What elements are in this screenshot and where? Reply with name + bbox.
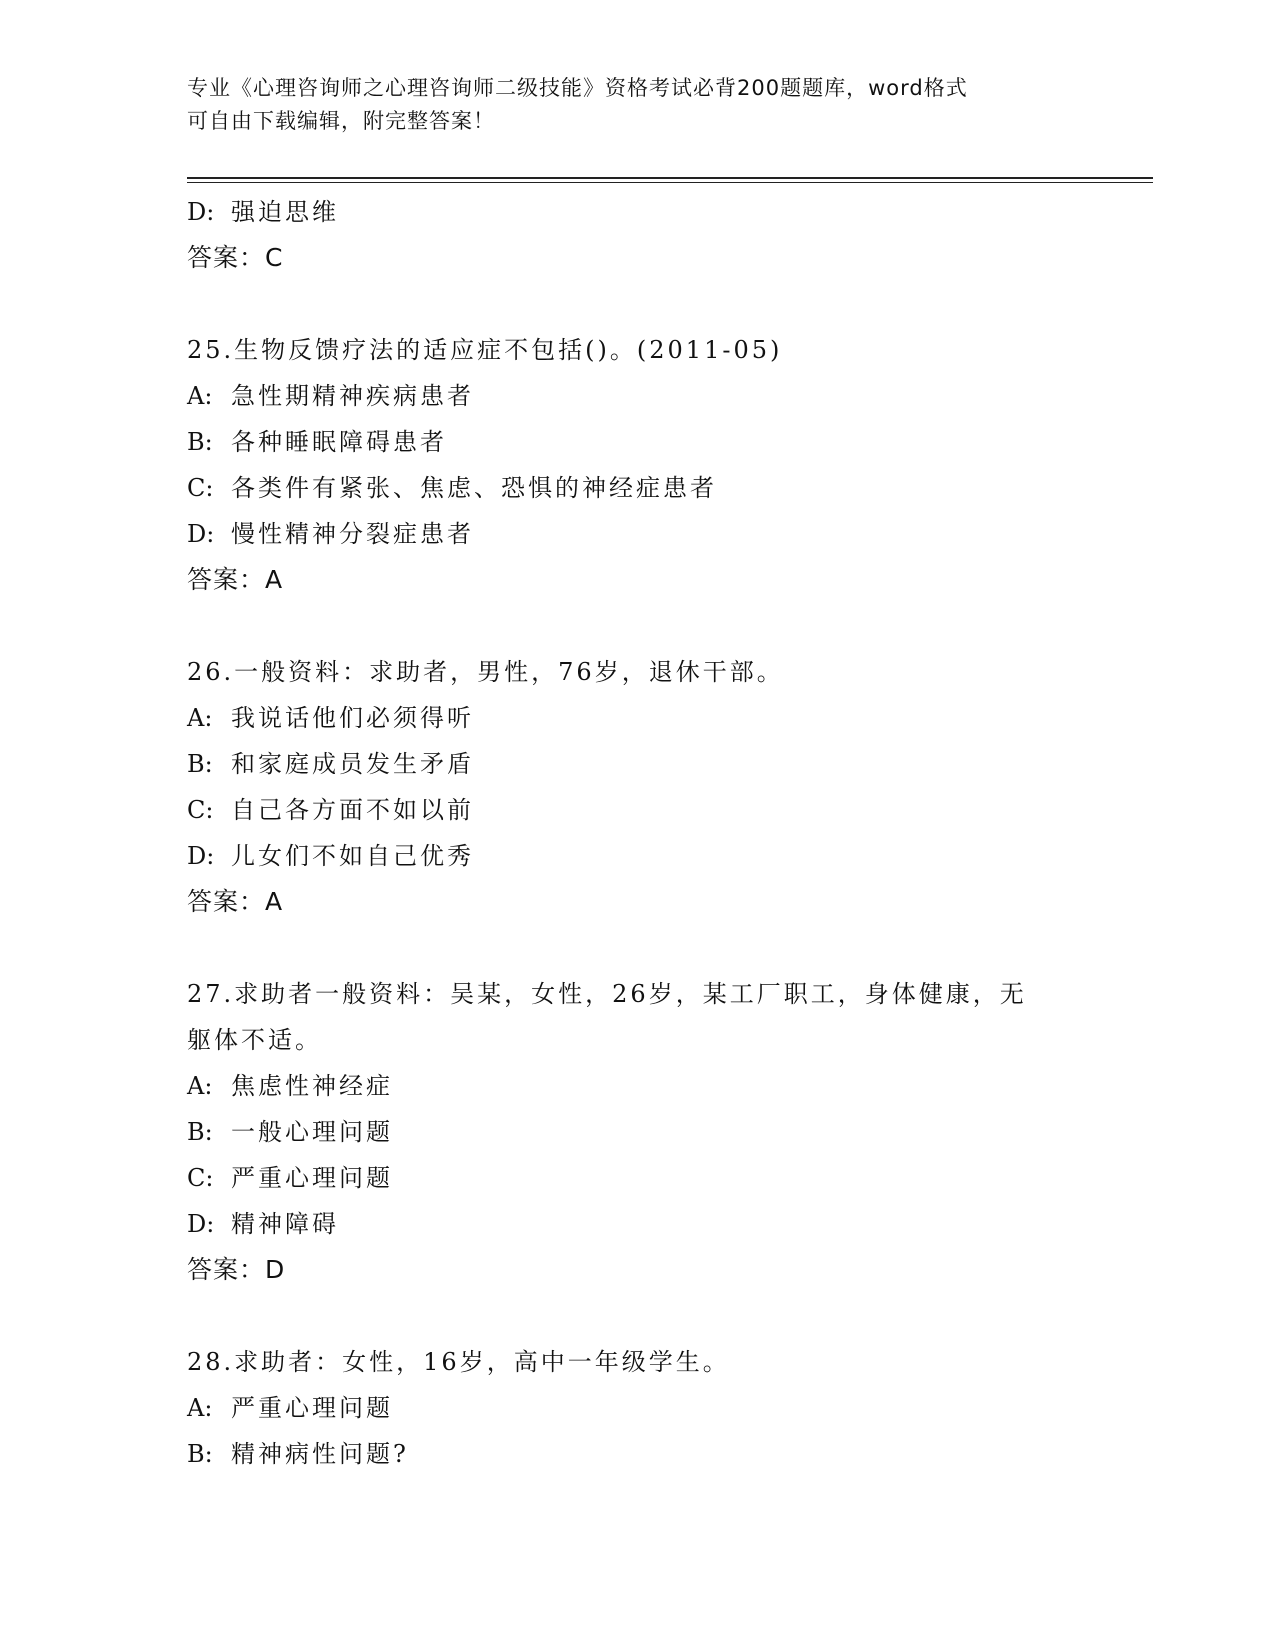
spacer [187, 603, 1117, 649]
answer-line: 答案：A [187, 887, 284, 916]
option-text: 自己各方面不如以前 [231, 796, 474, 824]
option-a [187, 1063, 1117, 1109]
option-d [187, 1201, 1117, 1247]
option-d [187, 511, 1117, 557]
option-c [187, 465, 1117, 511]
option-label: D: [187, 198, 215, 226]
option-text: 急性期精神疾病患者 [231, 382, 474, 410]
option-c [187, 1155, 1117, 1201]
option-text: 强迫思维 [231, 198, 339, 226]
option-label: C: [187, 796, 214, 824]
option-label: B: [187, 1118, 213, 1146]
option-label: B: [187, 1440, 213, 1468]
option-text: 儿女们不如自己优秀 [231, 842, 474, 870]
header-rule-thin [187, 182, 1153, 183]
option-label: A: [187, 704, 213, 732]
option-label: B: [187, 750, 213, 778]
option-label: D: [187, 520, 215, 548]
option-b [187, 741, 1117, 787]
option-label: A: [187, 1394, 213, 1422]
option-label: A: [187, 1072, 213, 1100]
option-text: 各类件有紧张、焦虑、恐惧的神经症患者 [231, 474, 717, 502]
option-d [187, 189, 1117, 235]
spacer [187, 281, 1117, 327]
question-stem: 28.求助者：女性，16岁，高中一年级学生。 [187, 1348, 730, 1376]
spacer [187, 1293, 1117, 1339]
option-text: 精神障碍 [231, 1210, 339, 1238]
option-text: 和家庭成员发生矛盾 [231, 750, 474, 778]
option-label: D: [187, 1210, 215, 1238]
question-content [187, 189, 1117, 1477]
option-text: 慢性精神分裂症患者 [231, 520, 474, 548]
document-header [187, 72, 1087, 138]
option-text: 严重心理问题 [231, 1394, 393, 1422]
header-rule-thick [187, 177, 1153, 179]
option-text: 严重心理问题 [231, 1164, 393, 1192]
option-a [187, 695, 1117, 741]
option-label: C: [187, 474, 214, 502]
option-label: D: [187, 842, 215, 870]
option-a [187, 1385, 1117, 1431]
option-a [187, 373, 1117, 419]
option-d [187, 833, 1117, 879]
spacer [187, 925, 1117, 971]
option-text: 一般心理问题 [231, 1118, 393, 1146]
option-label: B: [187, 428, 213, 456]
option-text: 各种睡眠障碍患者 [231, 428, 447, 456]
option-b [187, 419, 1117, 465]
option-text: 我说话他们必须得听 [231, 704, 474, 732]
question-stem: 27.求助者一般资料：吴某，女性，26岁，某工厂职工，身体健康，无 [187, 980, 1027, 1008]
header-line-2: 可自由下载编辑，附完整答案！ [187, 109, 495, 133]
answer-line: 答案：D [187, 1255, 286, 1284]
answer-line: 答案：C [187, 243, 284, 272]
option-label: A: [187, 382, 213, 410]
question-stem-continued: 躯体不适。 [187, 1026, 322, 1054]
option-text: 精神病性问题? [231, 1440, 409, 1468]
question-stem: 26.一般资料：求助者，男性，76岁，退休干部。 [187, 658, 784, 686]
header-line-1: 专业《心理咨询师之心理咨询师二级技能》资格考试必背200题题库，word格式 [187, 76, 968, 100]
option-label: C: [187, 1164, 214, 1192]
option-b [187, 1431, 1117, 1477]
option-c [187, 787, 1117, 833]
answer-line: 答案：A [187, 565, 284, 594]
question-stem: 25.生物反馈疗法的适应症不包括()。(2011-05) [187, 336, 783, 364]
option-text: 焦虑性神经症 [231, 1072, 393, 1100]
option-b [187, 1109, 1117, 1155]
